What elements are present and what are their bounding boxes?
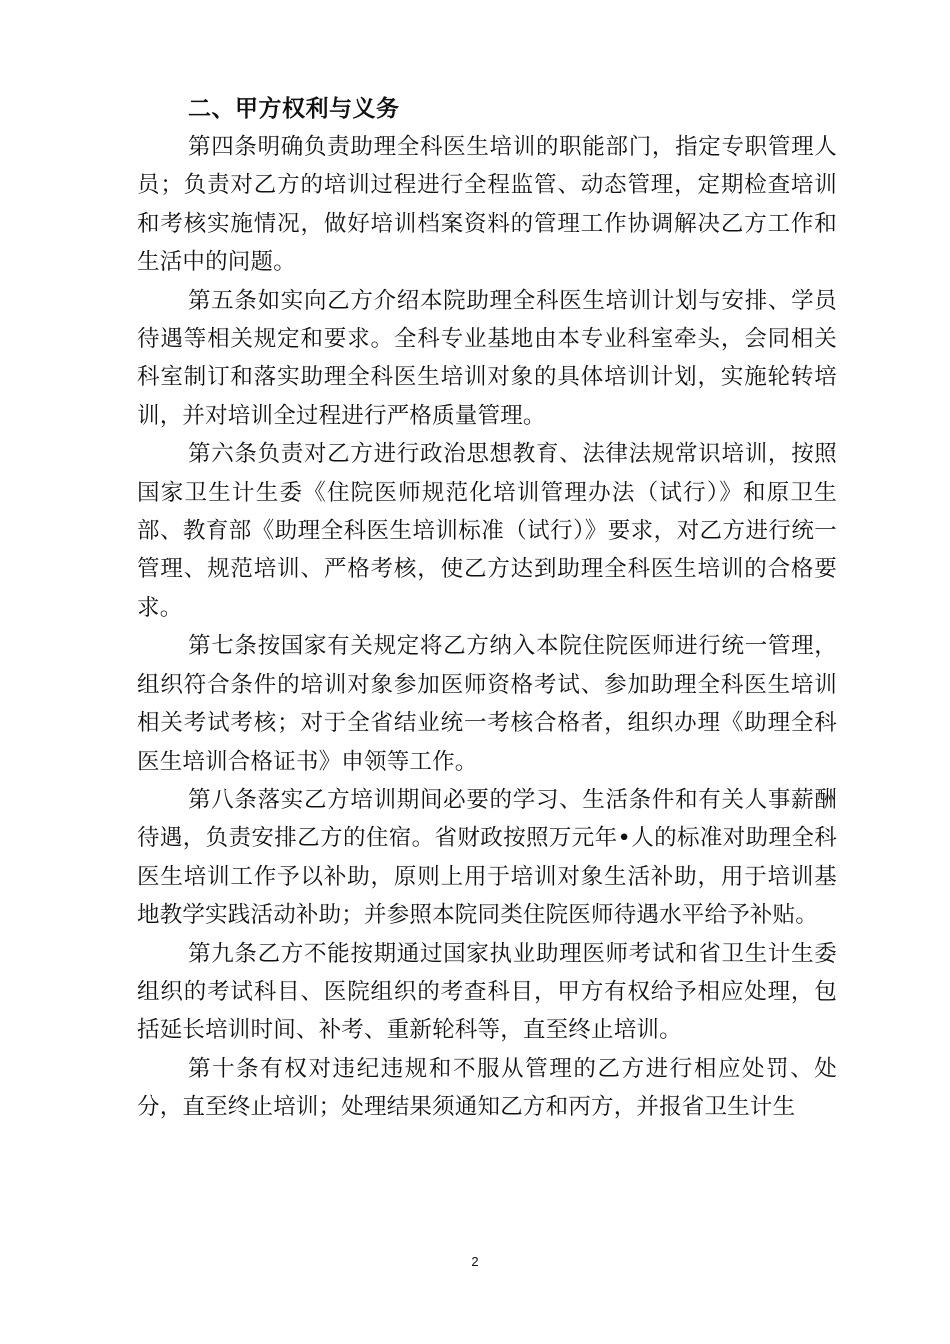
article-9-paragraph: 第九条乙方不能按期通过国家执业助理医师考试和省卫生计生委组织的考试科目、医院组织的考查科目，甲方有权给予相应处理，包括延长培训时间、补考、重新轮科等，直至终止培训。 bbox=[137, 940, 837, 1044]
article-10-paragraph: 第十条有权对违纪违规和不服从管理的乙方进行相应处罚、处分，直至终止培训；处理结果须通知乙方和丙方，并报省卫生计生 bbox=[137, 1055, 837, 1121]
section-heading: 二、甲方权利与义务 bbox=[188, 96, 400, 122]
article-4-paragraph: 第四条明确负责助理全科医生培训的职能部门，指定专职管理人员；负责对乙方的培训过程进行全程监管、动态管理，定期检查培训和考核实施情况，做好培训档案资料的管理工作协调解决乙方工作和生活中的问题。 bbox=[137, 134, 837, 276]
article-5-paragraph: 第五条如实向乙方介绍本院助理全科医生培训计划与安排、学员待遇等相关规定和要求。全科专业基地由本专业科室牵头，会同相关科室制订和落实助理全科医生培训对象的具体培训计划，实施轮转培训，并对培训全过程进行严格质量管理。 bbox=[137, 287, 837, 429]
article-8-paragraph: 第八条落实乙方培训期间必要的学习、生活条件和有关人事薪酬待遇，负责安排乙方的住宿。省财政按照万元年•人的标准对助理全科医生培训工作予以补助，原则上用于培训对象生活补助，用于培训基地教学实践活动补助；并参照本院同类住院医师待遇水平给予补贴。 bbox=[137, 786, 837, 929]
article-7-paragraph: 第七条按国家有关规定将乙方纳入本院住院医师进行统一管理，组织符合条件的培训对象参加医师资格考试、参加助理全科医生培训相关考试考核；对于全省结业统一考核合格者，组织办理《助理全科医生培训合格证书》申领等工作。 bbox=[137, 633, 837, 775]
body-text bbox=[137, 128, 837, 1127]
page-number: 2 bbox=[471, 1254, 479, 1269]
article-6-paragraph: 第六条负责对乙方进行政治思想教育、法律法规常识培训，按照国家卫生计生委《住院医师规范化培训管理办法（试行）》和原卫生部、教育部《助理全科医生培训标准（试行）》要求，对乙方进行统一管理、规范培训、严格考核，使乙方达到助理全科医生培训的合格要求。 bbox=[137, 441, 837, 621]
